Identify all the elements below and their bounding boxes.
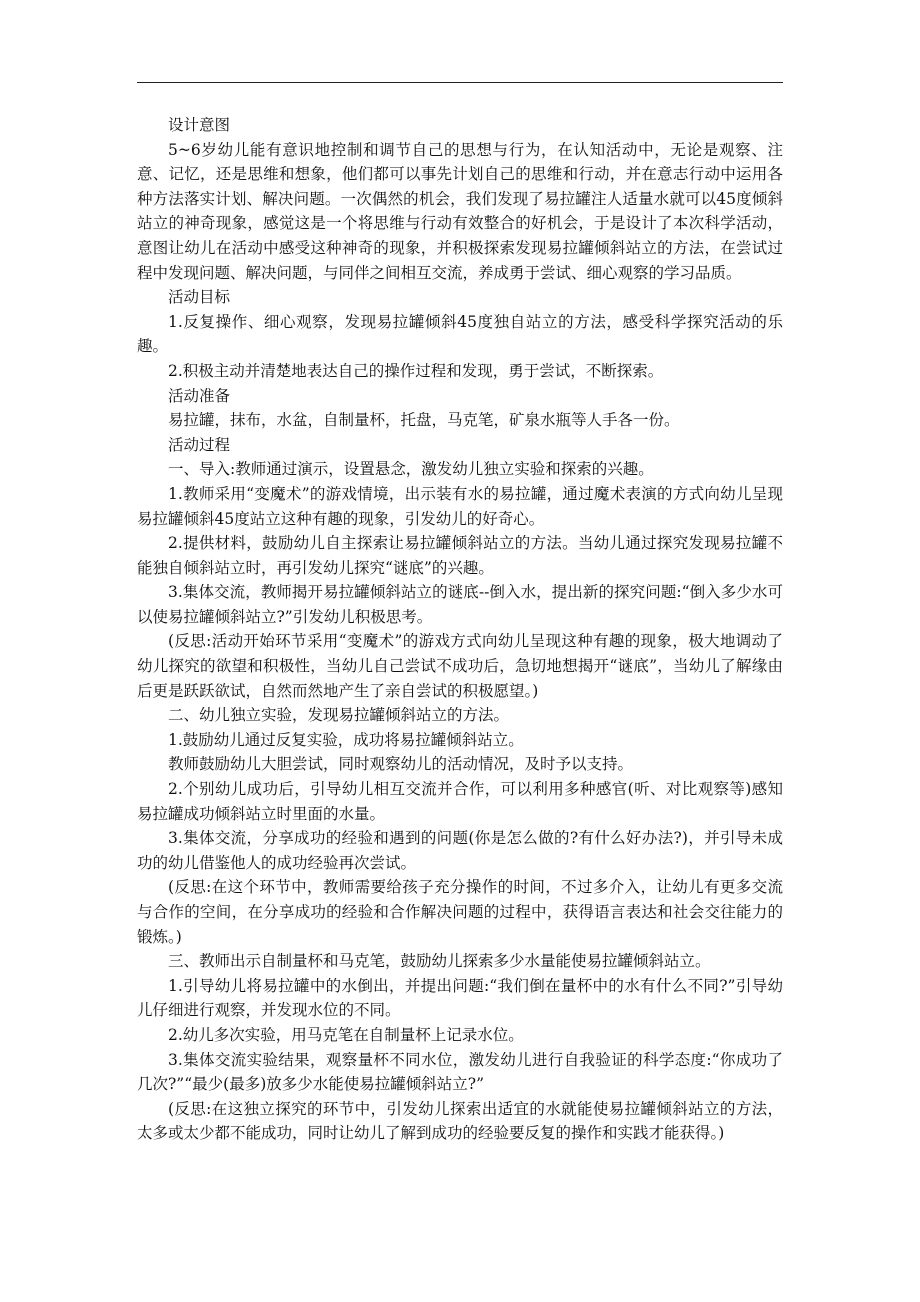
paragraph: 2.个别幼儿成功后，引导幼儿相互交流并合作，可以利用多种感官(听、对比观察等)感知易拉罐成功倾斜站立时里面的水量。	[137, 780, 783, 823]
reflection-paragraph: (反思:在这独立探究的环节中，引发幼儿探索出适宜的水就能使易拉罐倾斜站立的方法，太多或太少都不能成功，同时让幼儿了解到成功的经验要反复的操作和实践才能获得。)	[137, 1099, 783, 1143]
paragraph: 2.积极主动并清楚地表达自己的操作过程和发现，勇于尝试，不断探索。	[168, 361, 664, 380]
paragraph: 1.反复操作、细心观察，发现易拉罐倾斜45度独自站立的方法，感受科学探究活动的乐趣。	[137, 312, 783, 356]
reflection-paragraph: (反思:活动开始环节采用“变魔术”的游戏方式向幼儿呈现这种有趣的现象，极大地调动了幼儿探究的欲望和积极性，当幼儿自己尝试不成功后，急切地想揭开“谜底”，当幼儿了解缘由后更是跃跃欲试，自然而然地产生了亲自尝试的积极愿望。)	[137, 632, 783, 700]
paragraph: 2.提供材料，鼓励幼儿自主探索让易拉罐倾斜站立的方法。当幼儿通过探究发现易拉罐不能独自倾斜站立时，再引发幼儿探究“谜底”的兴趣。	[137, 534, 783, 577]
paragraph: 教师鼓励幼儿大胆尝试，同时观察幼儿的活动情况，及时予以支持。	[168, 755, 634, 774]
paragraph: 2.幼儿多次实验，用马克笔在自制量杯上记录水位。	[168, 1025, 524, 1044]
heading-activity-process: 活动过程	[168, 435, 231, 454]
header-rule	[137, 82, 783, 83]
paragraph: 1.教师采用“变魔术”的游戏情境，出示装有水的易拉罐，通过魔术表演的方式向幼儿呈现易拉罐倾斜45度站立这种有趣的现象，引发幼儿的好奇心。	[137, 484, 783, 528]
paragraph: 易拉罐，抹布，水盆，自制量杯，托盘，马克笔，矿泉水瓶等人手各一份。	[168, 411, 680, 430]
document-body	[137, 113, 783, 1146]
paragraph: 一、导入:教师通过演示，设置悬念，激发幼儿独立实验和探索的兴趣。	[168, 460, 654, 479]
paragraph: 二、幼儿独立实验，发现易拉罐倾斜站立的方法。	[168, 706, 510, 725]
paragraph: 5~6岁幼儿能有意识地控制和调节自己的思想与行为，在认知活动中，无论是观察、注意、记忆，还是思维和想象，他们都可以事先计划自己的思维和行动，并在意志行动中运用各种方法落实计划、解决问题。一次偶然的机会，我们发现了易拉罐注人适量水就可以45度倾斜站立的神奇现象，感觉这是一个将思维与行动有效整合的好机会，于是设计了本次科学活动，意图让幼儿在活动中感受这种神奇的现象，并积极探索发现易拉罐倾斜站立的方法，在尝试过程中发现问题、解决问题，与同伴之间相互交流，养成勇于尝试、细心观察的学习品质。	[137, 140, 783, 282]
heading-design-intent: 设计意图	[168, 116, 231, 134]
heading-activity-preparation: 活动准备	[168, 386, 231, 405]
paragraph: 三、教师出示自制量杯和马克笔，鼓励幼儿探索多少水量能使易拉罐倾斜站立。	[168, 952, 711, 971]
paragraph: 3.集体交流，分享成功的经验和遇到的问题(你是怎么做的?有什么好办法?)，并引导未成功的幼儿借鉴他人的成功经验再次尝试。	[137, 829, 783, 872]
paragraph: 3.集体交流实验结果，观察量杯不同水位，激发幼儿进行自我验证的科学态度:“你成功了几次?”“最少(最多)放多少水能使易拉罐倾斜站立?”	[137, 1050, 783, 1094]
heading-activity-goals: 活动目标	[168, 288, 231, 307]
paragraph: 3.集体交流，教师揭开易拉罐倾斜站立的谜底--倒入水，提出新的探究问题:“倒入多少水可以使易拉罐倾斜站立?”引发幼儿积极思考。	[137, 583, 783, 626]
paragraph: 1.鼓励幼儿通过反复实验，成功将易拉罐倾斜站立。	[168, 730, 524, 749]
reflection-paragraph: (反思:在这个环节中，教师需要给孩子充分操作的时间，不过多介入，让幼儿有更多交流与合作的空间，在分享成功的经验和合作解决问题的过程中，获得语言表达和社会交往能力的锻炼。)	[137, 878, 783, 946]
paragraph: 1.引导幼儿将易拉罐中的水倒出，并提出问题:“我们倒在量杯中的水有什么不同?”引导幼儿仔细进行观察，并发现水位的不同。	[137, 976, 783, 1020]
